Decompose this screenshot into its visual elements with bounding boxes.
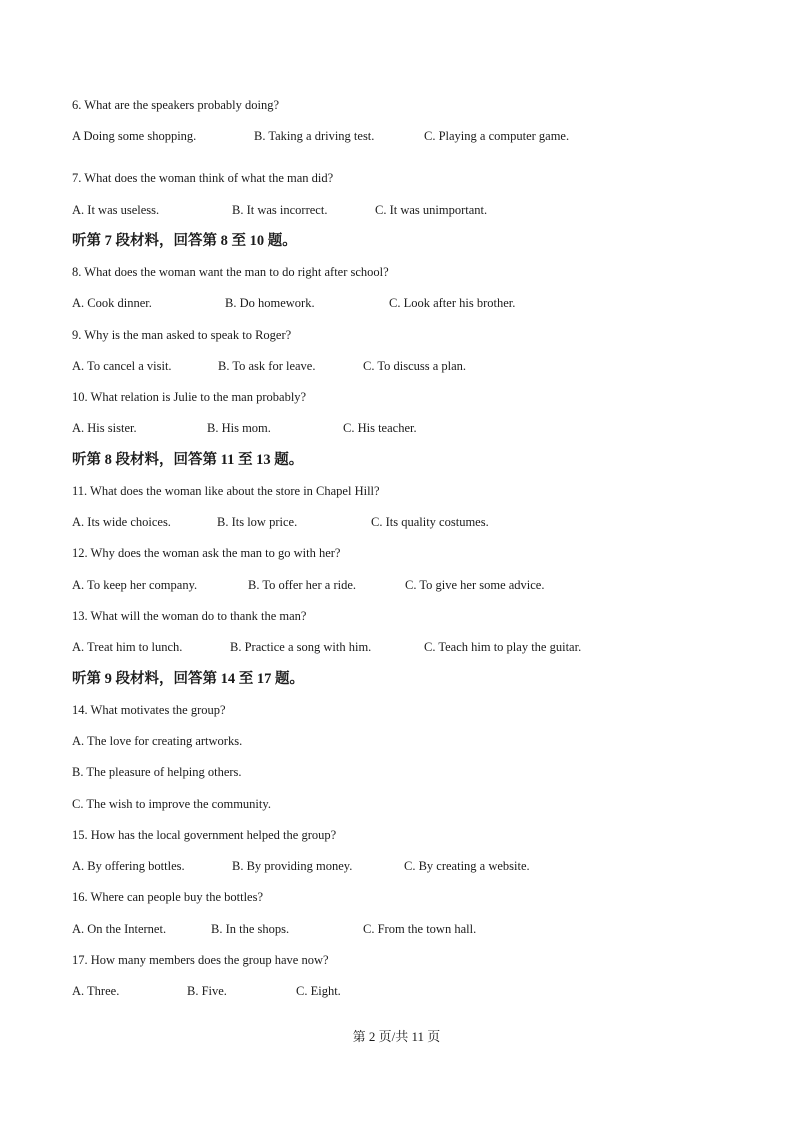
question-16-option-a: A. On the Internet. [72,922,167,936]
question-10-stem: 10. What relation is Julie to the man probably? [72,390,307,404]
question-9-option-c: C. To discuss a plan. [363,359,467,373]
question-9-stem: 9. Why is the man asked to speak to Roger? [72,328,292,342]
question-16-option-b: B. In the shops. [211,922,290,936]
question-12-option-a: A. To keep her company. [72,578,198,592]
question-13-option-b: B. Practice a song with him. [230,640,372,654]
question-7-option-c: C. It was unimportant. [375,203,488,217]
question-17-stem: 17. How many members does the group have now? [72,953,329,967]
question-14-stem: 14. What motivates the group? [72,703,226,717]
question-7-option-b: B. It was incorrect. [232,203,328,217]
question-9-option-a: A. To cancel a visit. [72,359,172,373]
question-6-option-c: C. Playing a computer game. [424,129,570,143]
section-heading-8: 听第 8 段材料，回答第 11 至 13 题。 [72,452,304,468]
question-17-option-a: A. Three. [72,984,120,998]
question-8-stem: 8. What does the woman want the man to do right after school? [72,265,389,279]
question-7-option-a: A. It was useless. [72,203,160,217]
question-11-stem: 11. What does the woman like about the store in Chapel Hill? [72,484,380,498]
question-15-option-c: C. By creating a website. [404,859,530,873]
section-heading-7: 听第 7 段材料，回答第 8 至 10 题。 [72,233,297,249]
question-15-stem: 15. How has the local government helped the group? [72,828,337,842]
question-13-stem: 13. What will the woman do to thank the man? [72,609,307,623]
question-6-option-a: A Doing some shopping. [72,129,197,143]
question-8-option-b: B. Do homework. [225,296,315,310]
question-15-option-b: B. By providing money. [232,859,353,873]
question-10-option-a: A. His sister. [72,421,137,435]
question-9-option-b: B. To ask for leave. [218,359,316,373]
question-17-option-b: B. Five. [187,984,227,998]
question-7-stem: 7. What does the woman think of what the man did? [72,171,334,185]
question-13-option-c: C. Teach him to play the guitar. [424,640,582,654]
question-11-option-b: B. Its low price. [217,515,298,529]
question-6-option-b: B. Taking a driving test. [254,129,375,143]
question-17-option-c: C. Eight. [296,984,341,998]
question-14-option-c: C. The wish to improve the community. [72,797,271,811]
question-12-option-b: B. To offer her a ride. [248,578,357,592]
question-16-option-c: C. From the town hall. [363,922,477,936]
question-10-option-b: B. His mom. [207,421,271,435]
question-11-option-c: C. Its quality costumes. [371,515,489,529]
question-12-stem: 12. Why does the woman ask the man to go with her? [72,546,341,560]
question-16-stem: 16. Where can people buy the bottles? [72,890,264,904]
question-12-option-c: C. To give her some advice. [405,578,545,592]
page-footer: 第 2 页/共 11 页 [352,1029,441,1044]
question-15-option-a: A. By offering bottles. [72,859,185,873]
question-11-option-a: A. Its wide choices. [72,515,171,529]
question-8-option-a: A. Cook dinner. [72,296,152,310]
question-10-option-c: C. His teacher. [343,421,417,435]
section-heading-9: 听第 9 段材料，回答第 14 至 17 题。 [72,671,304,687]
question-14-option-b: B. The pleasure of helping others. [72,765,242,779]
question-8-option-c: C. Look after his brother. [389,296,516,310]
question-13-option-a: A. Treat him to lunch. [72,640,183,654]
question-6-stem: 6. What are the speakers probably doing? [72,98,279,112]
question-14-option-a: A. The love for creating artworks. [72,734,243,748]
